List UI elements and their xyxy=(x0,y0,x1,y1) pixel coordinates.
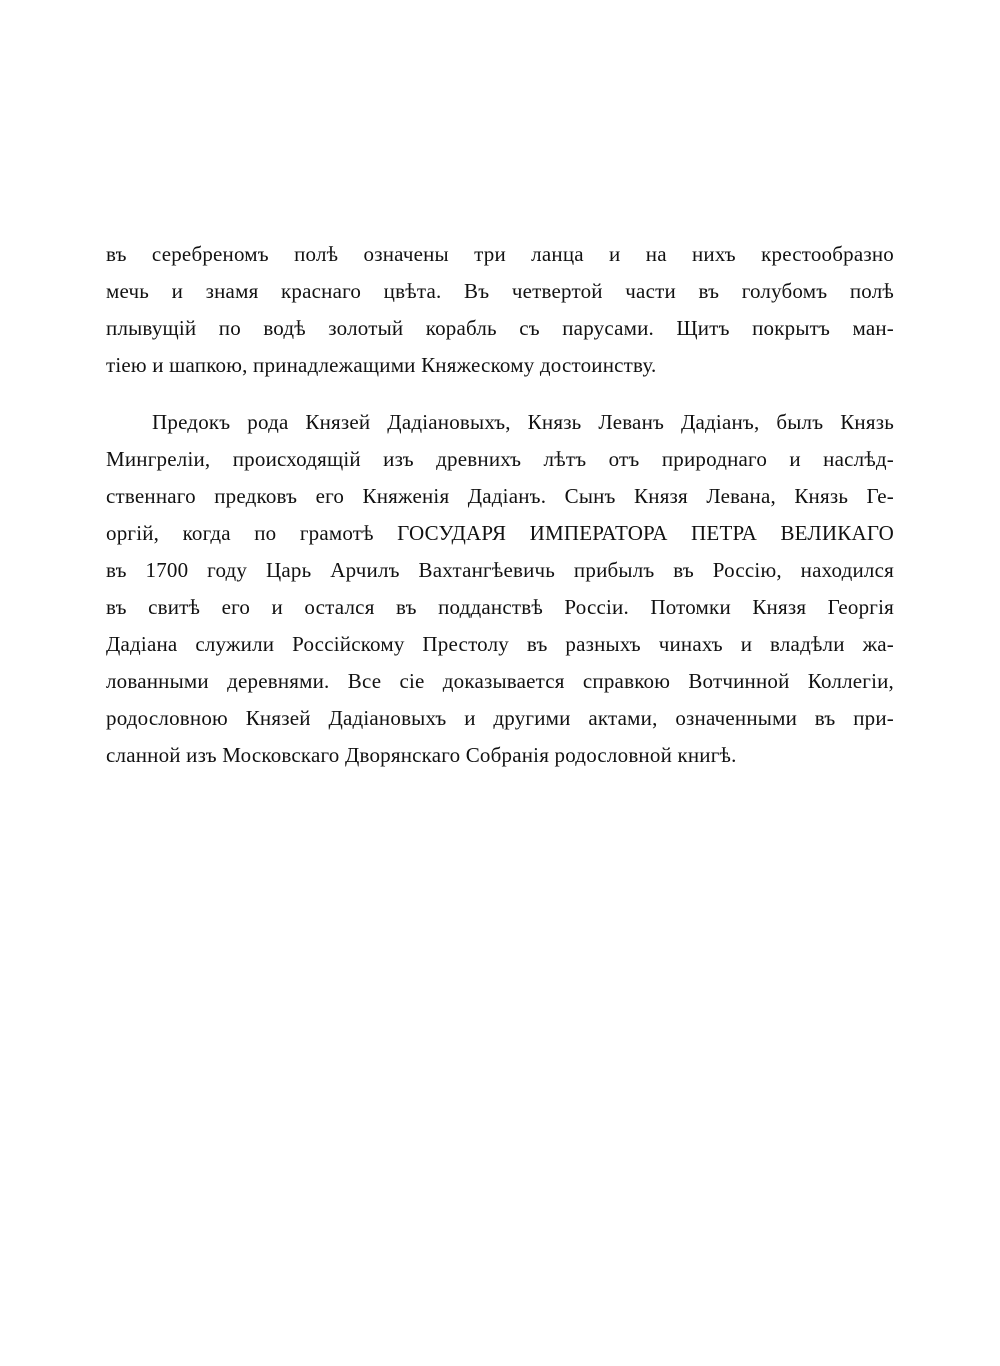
text-line: мечь и знамя краснаго цвѣта. Въ четвертой части въ голубомъ полѣ xyxy=(106,279,894,303)
paragraph-family-history xyxy=(106,404,894,774)
text-line: въ серебреномъ полѣ означены три ланца и на нихъ крестообразно xyxy=(106,242,894,266)
text-line: сланной изъ Московскаго Дворянскаго Собранія родословной книгѣ. xyxy=(106,743,737,767)
text-line: лованными деревнями. Все сіе доказывается справкою Вотчинной Коллегіи, xyxy=(106,669,894,693)
text-line: тіею и шапкою, принадлежащими Княжескому достоинству. xyxy=(106,353,657,377)
text-line: Мингреліи, происходящій изъ древнихъ лѣтъ отъ природнаго и наслѣд- xyxy=(106,447,894,471)
text-line: плывущій по водѣ золотый корабль съ парусами. Щитъ покрытъ ман- xyxy=(106,316,894,340)
paragraph-coat-of-arms-description xyxy=(106,236,894,384)
text-line: оргій, когда по грамотѣ ГОСУДАРЯ ИМПЕРАТОРА ПЕТРА ВЕЛИКАГО xyxy=(106,521,894,545)
text-line: въ свитѣ его и остался въ подданствѣ Россіи. Потомки Князя Георгія xyxy=(106,595,894,619)
text-line: ственнаго предковъ его Княженія Дадіанъ. Сынъ Князя Левана, Князь Ге- xyxy=(106,484,894,508)
text-line: Дадіана служили Россійскому Престолу въ разныхъ чинахъ и владѣли жа- xyxy=(106,632,894,656)
text-line: Предокъ рода Князей Дадіановыхъ, Князь Леванъ Дадіанъ, былъ Князь xyxy=(152,410,894,434)
text-line: родословною Князей Дадіановыхъ и другими актами, означенными въ при- xyxy=(106,706,894,730)
text-line: въ 1700 году Царь Арчилъ Вахтангѣевичь прибылъ въ Россію, находился xyxy=(106,558,894,582)
